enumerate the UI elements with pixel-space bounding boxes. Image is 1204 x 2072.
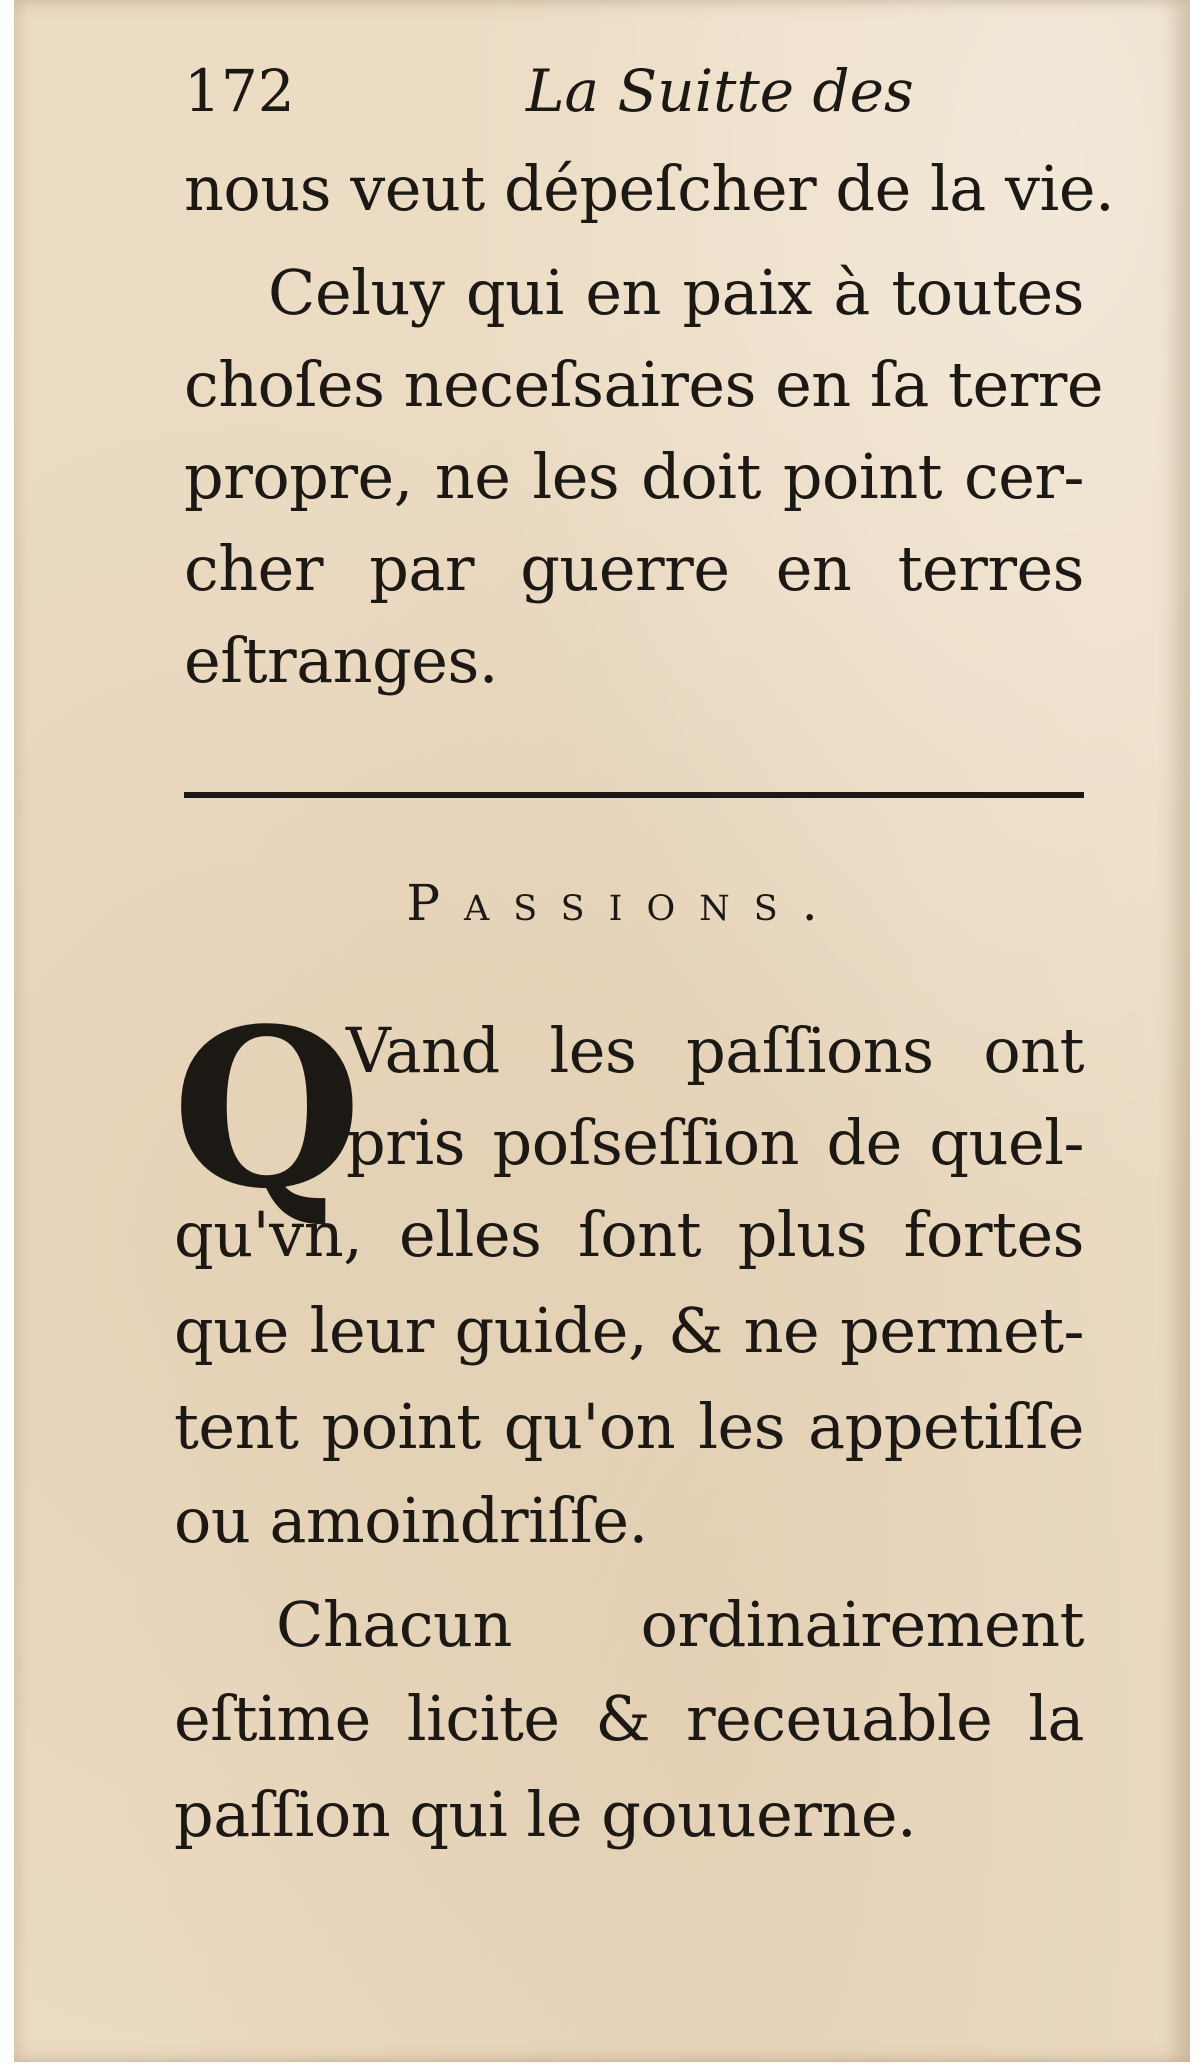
text-line: que leur guide, & ne permet-: [174, 1294, 1084, 1367]
text-line: Chacun ordinairement: [276, 1588, 1084, 1661]
drop-cap: Q: [172, 981, 362, 1237]
text-line: pris poſseſſion de quel-: [346, 1106, 1084, 1179]
text-line: eſtime licite & receuable la: [174, 1682, 1084, 1755]
text-line: tent point qu'on les appetiſſe: [174, 1390, 1084, 1463]
text-line: cher par guerre en terres: [184, 532, 1084, 605]
text-line: Vand les paſſions ont: [346, 1014, 1084, 1087]
page-number: 172: [184, 57, 295, 125]
running-head: La Suitte des: [526, 57, 914, 125]
text-line: ou amoindriſſe.: [174, 1484, 648, 1557]
section-heading: Passions.: [406, 874, 842, 932]
text-line: Celuy qui en paix à toutes: [268, 256, 1084, 329]
text-line: propre, ne les doit point cer-: [184, 440, 1084, 513]
section-divider: [184, 792, 1084, 798]
book-page: [14, 0, 1190, 2062]
text-line: paſſion qui le gouuerne.: [174, 1778, 917, 1851]
text-line: eſtranges.: [184, 624, 498, 697]
text-line: nous veut dépeſcher de la vie.: [184, 152, 1115, 225]
text-line: qu'vn, elles ſont plus fortes: [174, 1198, 1084, 1271]
text-line: choſes neceſsaires en ſa terre: [184, 348, 1104, 421]
